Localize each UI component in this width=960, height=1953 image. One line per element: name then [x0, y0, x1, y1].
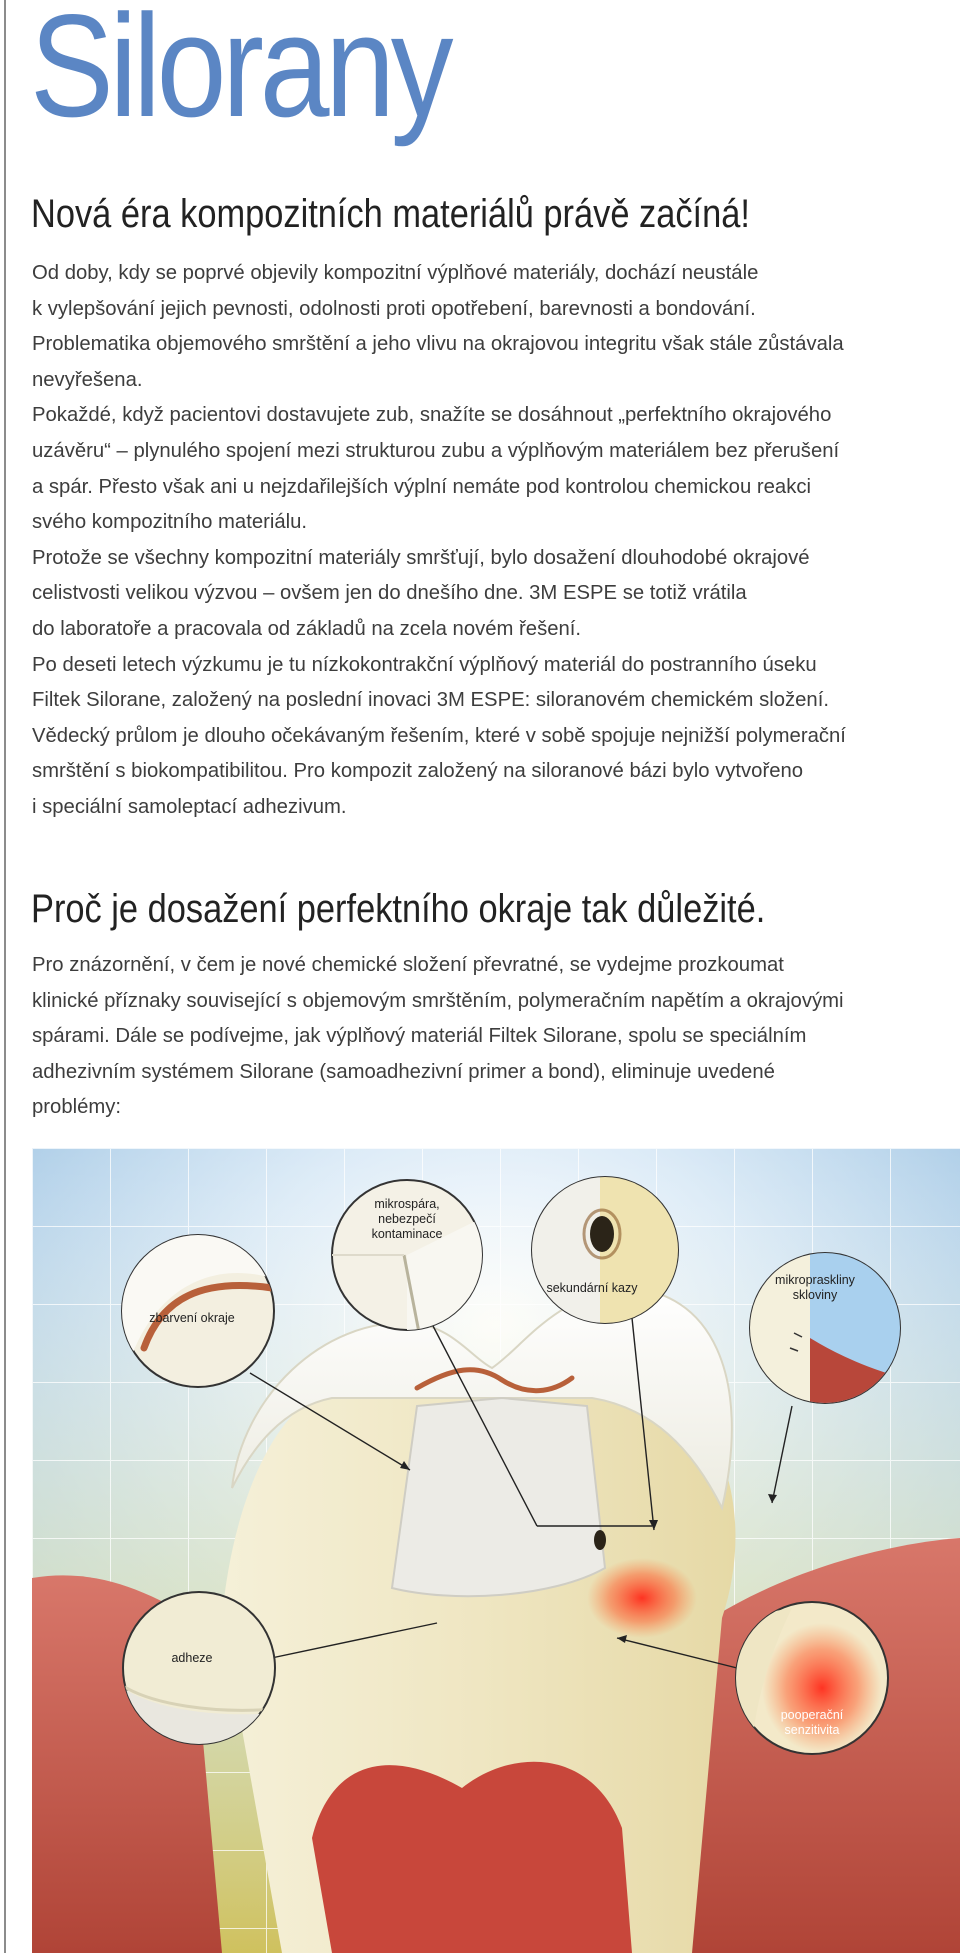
tooth-illustration	[32, 1148, 960, 1953]
intro-line: i speciální samoleptací adhezivum.	[32, 795, 347, 818]
intro-line: k vylepšování jejich pevnosti, odolnosti proti opotřebení, barevnosti a bondování.	[32, 297, 756, 320]
intro-line: smrštění s biokompatibilitou. Pro kompozit založený na siloranové bázi bylo vytvořeno	[32, 760, 804, 783]
intro-line: svého kompozitního materiálu.	[32, 511, 308, 534]
intro-line: Problematika objemového smrštění a jeho vlivu na okrajovou integritu však stále zůstávala	[32, 333, 844, 356]
callout-microgap-line: kontaminace	[371, 1227, 443, 1241]
intro-line: Od doby, kdy se poprvé objevily kompozitní výplňové materiály, dochází neustále	[32, 262, 759, 284]
margin-line: adhezivním systémem Silorane (samoadhezivní primer a bond), eliminuje uvedené	[32, 1060, 775, 1083]
margin-line: Pro znázornění, v čem je nové chemické složení převratné, se vydejme prozkoumat	[32, 954, 784, 976]
tooth-diagram	[32, 1148, 960, 1953]
margin-text-block	[32, 948, 952, 1126]
intro-line: Po deseti letech výzkumu je tu nízkokontrakční výplňový materiál do postranního úseku	[32, 653, 817, 676]
intro-line: uzávěru“ – plynulého spojení mezi strukturou zubu a výplňovým materiálem bez přerušení	[32, 439, 840, 462]
callout-cracks-line: skloviny	[792, 1288, 838, 1302]
margin-line: problémy:	[32, 1096, 122, 1119]
margin-line: klinické příznaky související s objemovým smrštěním, polymeračním napětím a okrajovými	[32, 989, 844, 1012]
composite-filling	[392, 1398, 605, 1596]
margin-line: spárami. Dále se podívejme, jak výplňový materiál Filtek Silorane, spolu se speciálním	[32, 1025, 807, 1048]
callout-microgap-line: mikrospára,	[374, 1197, 440, 1211]
sensitivity-glow	[587, 1558, 697, 1638]
page-title: Silorany	[30, 0, 450, 147]
intro-line: Protože se všechny kompozitní materiály smršťují, bylo dosažení dlouhodobé okrajové	[32, 546, 810, 569]
callout-cracks-line: mikropraskliny	[775, 1273, 855, 1287]
callout-stain-line: zbarvení okraje	[149, 1311, 235, 1325]
caries-spot	[594, 1530, 606, 1550]
left-margin-rule	[4, 0, 6, 1953]
tooth-pulp	[312, 1762, 632, 1953]
section-heading-new-era: Nová éra kompozitních materiálů právě začíná!	[31, 192, 750, 236]
intro-line: Filtek Silorane, založený na poslední inovaci 3M ESPE: siloranovém chemickém složení.	[32, 689, 829, 712]
callout-caries-line: sekundární kazy	[546, 1281, 638, 1295]
callout-secondary-caries	[532, 1177, 680, 1323]
callout-sensitivity-line: pooperační	[780, 1708, 844, 1722]
callout-sensitivity-line: senzitivita	[784, 1723, 840, 1737]
intro-text-block	[32, 256, 952, 826]
intro-line: do laboratoře a pracovala od základů na zcela novém řešení.	[32, 617, 582, 640]
callout-adhesion-line: adheze	[171, 1651, 213, 1665]
intro-line: Pokaždé, když pacientovi dostavujete zub, snažíte se dosáhnout „perfektního okrajového	[32, 404, 832, 427]
callout-margin-staining	[122, 1235, 274, 1388]
callout-microgap-line: nebezpečí	[378, 1212, 436, 1226]
intro-line: a spár. Přesto však ani u nejzdařilejších výplní nemáte pod kontrolou chemickou reakci	[32, 475, 811, 498]
section-heading-perfect-margin: Proč je dosažení perfektního okraje tak důležité.	[31, 887, 766, 931]
intro-line: nevyřešena.	[32, 368, 143, 391]
intro-line: Vědecký průlom je dlouho očekávaným řešením, které v sobě spojuje nejnižší polymerační	[32, 724, 846, 747]
intro-line: celistvosti velikou výzvou – ovšem jen do dnešího dne. 3M ESPE se totiž vrátila	[32, 582, 747, 605]
